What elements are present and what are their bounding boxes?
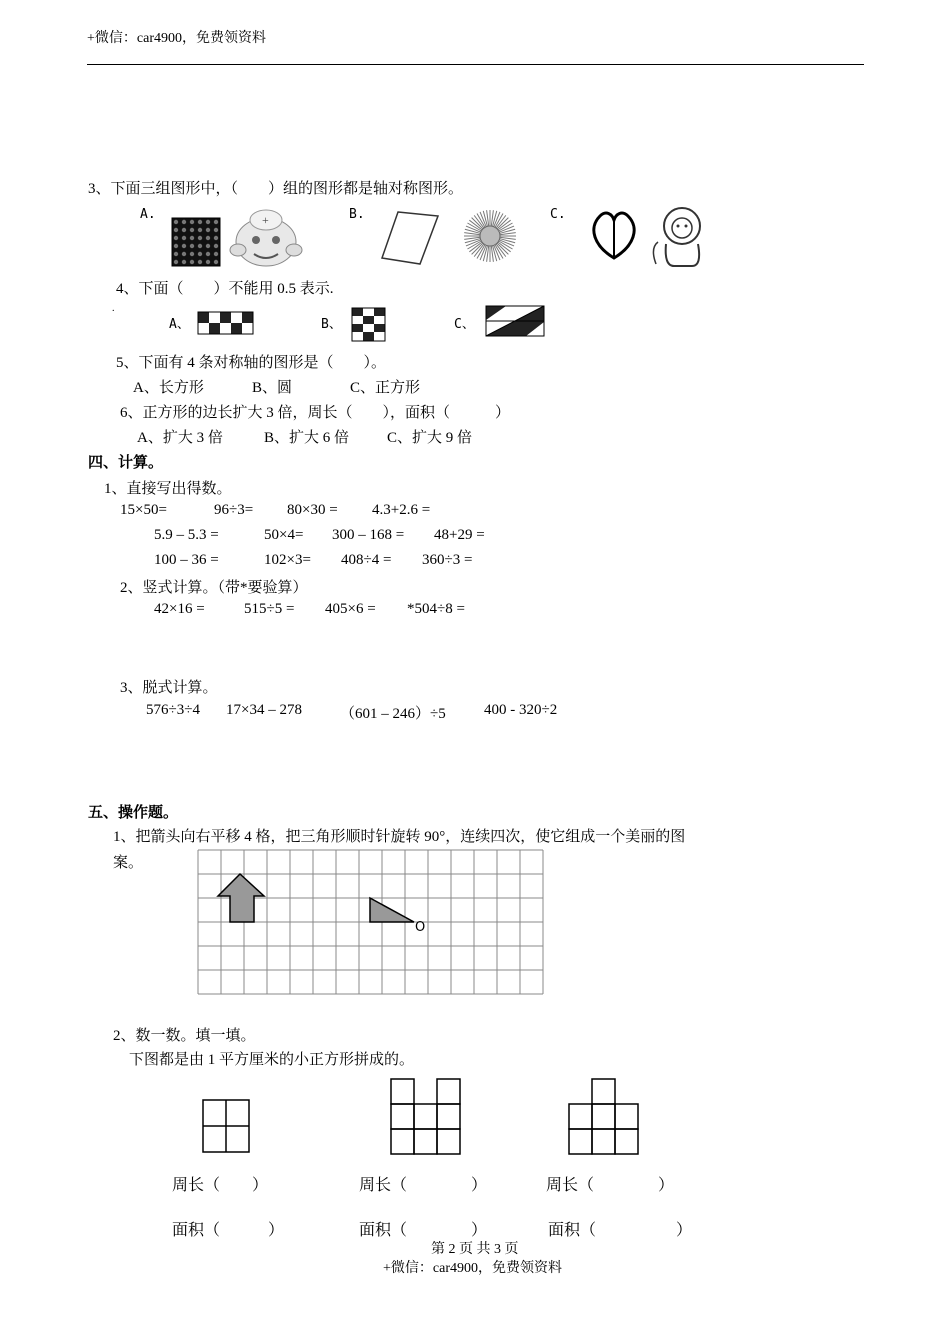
- calc-item: 15×50=: [120, 502, 167, 518]
- vertical-calc-item: 42×16 =: [154, 601, 205, 617]
- calc-item: 408÷4 =: [341, 552, 392, 568]
- question-6: 6、正方形的边长扩大 3 倍，周长（ ），面积（ ）: [120, 405, 511, 421]
- square-shape-1: [202, 1099, 252, 1153]
- q4-option-a-label: A、: [169, 317, 190, 332]
- operation-2-title: 2、数一数。填一填。: [113, 1028, 256, 1044]
- area-3: 面积（ ）: [548, 1220, 693, 1239]
- calc-item: 4.3+2.6 =: [372, 502, 431, 518]
- leaf-outline-image: [586, 206, 642, 262]
- q6-option-c: C、扩大 9 倍: [387, 430, 473, 446]
- q3-option-a-label: A.: [140, 207, 156, 222]
- operation-1-line-2: 案。: [113, 855, 144, 871]
- section-5-title: 五、操作题。: [88, 805, 179, 821]
- page-number: 第 2 页 共 3 页: [431, 1242, 519, 1257]
- q5-option-c: C、正方形: [350, 380, 421, 396]
- page-header: +微信：car4900，免费领资料: [87, 31, 266, 46]
- diagonal-rectangle-image: [486, 306, 546, 338]
- calc-item: 50×4=: [264, 527, 304, 543]
- calc-item: 48+29 =: [434, 527, 485, 543]
- perimeter-3: 周长（ ）: [546, 1175, 675, 1194]
- patterned-square-image: [172, 218, 220, 266]
- part-2-title: 2、竖式计算。（带*要验算）: [120, 580, 308, 596]
- perimeter-2: 周长（ ）: [359, 1175, 488, 1194]
- svg-text:+: +: [262, 213, 269, 227]
- calc-item: 100 – 36 =: [154, 552, 219, 568]
- lion-outline-image: [648, 204, 720, 270]
- q6-option-a: A、扩大 3 倍: [137, 430, 223, 446]
- area-2: 面积（ ）: [359, 1220, 488, 1239]
- question-3: 3、下面三组图形中，（ ）组的图形都是轴对称图形。: [88, 181, 464, 197]
- q3-option-b-label: B.: [349, 207, 365, 222]
- operation-1-line-1: 1、把箭头向右平移 4 格，把三角形顺时针旋转 90°，连续四次，使它组成一个美丽的图: [113, 829, 686, 845]
- question-4: 4、下面（ ）不能用 0.5 表示.: [116, 281, 334, 297]
- step-calc-item: 17×34 – 278: [226, 702, 302, 718]
- q6-option-b: B、扩大 6 倍: [264, 430, 350, 446]
- rhombus-image: [380, 210, 440, 266]
- stray-dot: .: [112, 303, 115, 314]
- step-calc-item: （601 – 246）÷5: [340, 706, 446, 722]
- triangle-shape: [370, 898, 414, 922]
- calc-item: 360÷3 =: [422, 552, 473, 568]
- header-rule: [87, 64, 864, 65]
- square-grid: [198, 850, 546, 998]
- checker-strip-image: [198, 312, 254, 334]
- perimeter-1: 周长（ ）: [172, 1175, 269, 1194]
- square-shape-2: [390, 1077, 464, 1157]
- calc-item: 80×30 =: [287, 502, 338, 518]
- q3-option-c-label: C.: [550, 207, 566, 222]
- calc-item: 5.9 – 5.3 =: [154, 527, 219, 543]
- vertical-calc-item: *504÷8 =: [407, 601, 465, 617]
- square-shape-3: [568, 1077, 642, 1157]
- q5-option-b: B、圆: [252, 380, 293, 396]
- operation-2-desc: 下图都是由 1 平方厘米的小正方形拼成的。: [129, 1052, 415, 1068]
- page-footer: +微信：car4900，免费领资料: [383, 1261, 562, 1276]
- vertical-calc-item: 515÷5 =: [244, 601, 295, 617]
- q4-option-b-label: B、: [321, 317, 342, 332]
- cartoon-face-image: [228, 204, 304, 268]
- calc-item: 300 – 168 =: [332, 527, 405, 543]
- q4-option-c-label: C、: [454, 317, 475, 332]
- question-5: 5、下面有 4 条对称轴的图形是（ ）。: [116, 355, 387, 371]
- calc-item: 102×3=: [264, 552, 311, 568]
- checker-square-image: [352, 308, 386, 342]
- part-3-title: 3、脱式计算。: [120, 680, 218, 696]
- point-o-label: O: [415, 920, 426, 935]
- step-calc-item: 576÷3÷4: [146, 702, 200, 718]
- q5-option-a: A、长方形: [133, 380, 204, 396]
- step-calc-item: 400 - 320÷2: [484, 702, 558, 718]
- vertical-calc-item: 405×6 =: [325, 601, 376, 617]
- part-1-title: 1、直接写出得数。: [104, 481, 232, 497]
- area-1: 面积（ ）: [172, 1220, 285, 1239]
- calc-item: 96÷3=: [214, 502, 254, 518]
- section-4-title: 四、计算。: [88, 455, 164, 471]
- starburst-image: [462, 208, 518, 264]
